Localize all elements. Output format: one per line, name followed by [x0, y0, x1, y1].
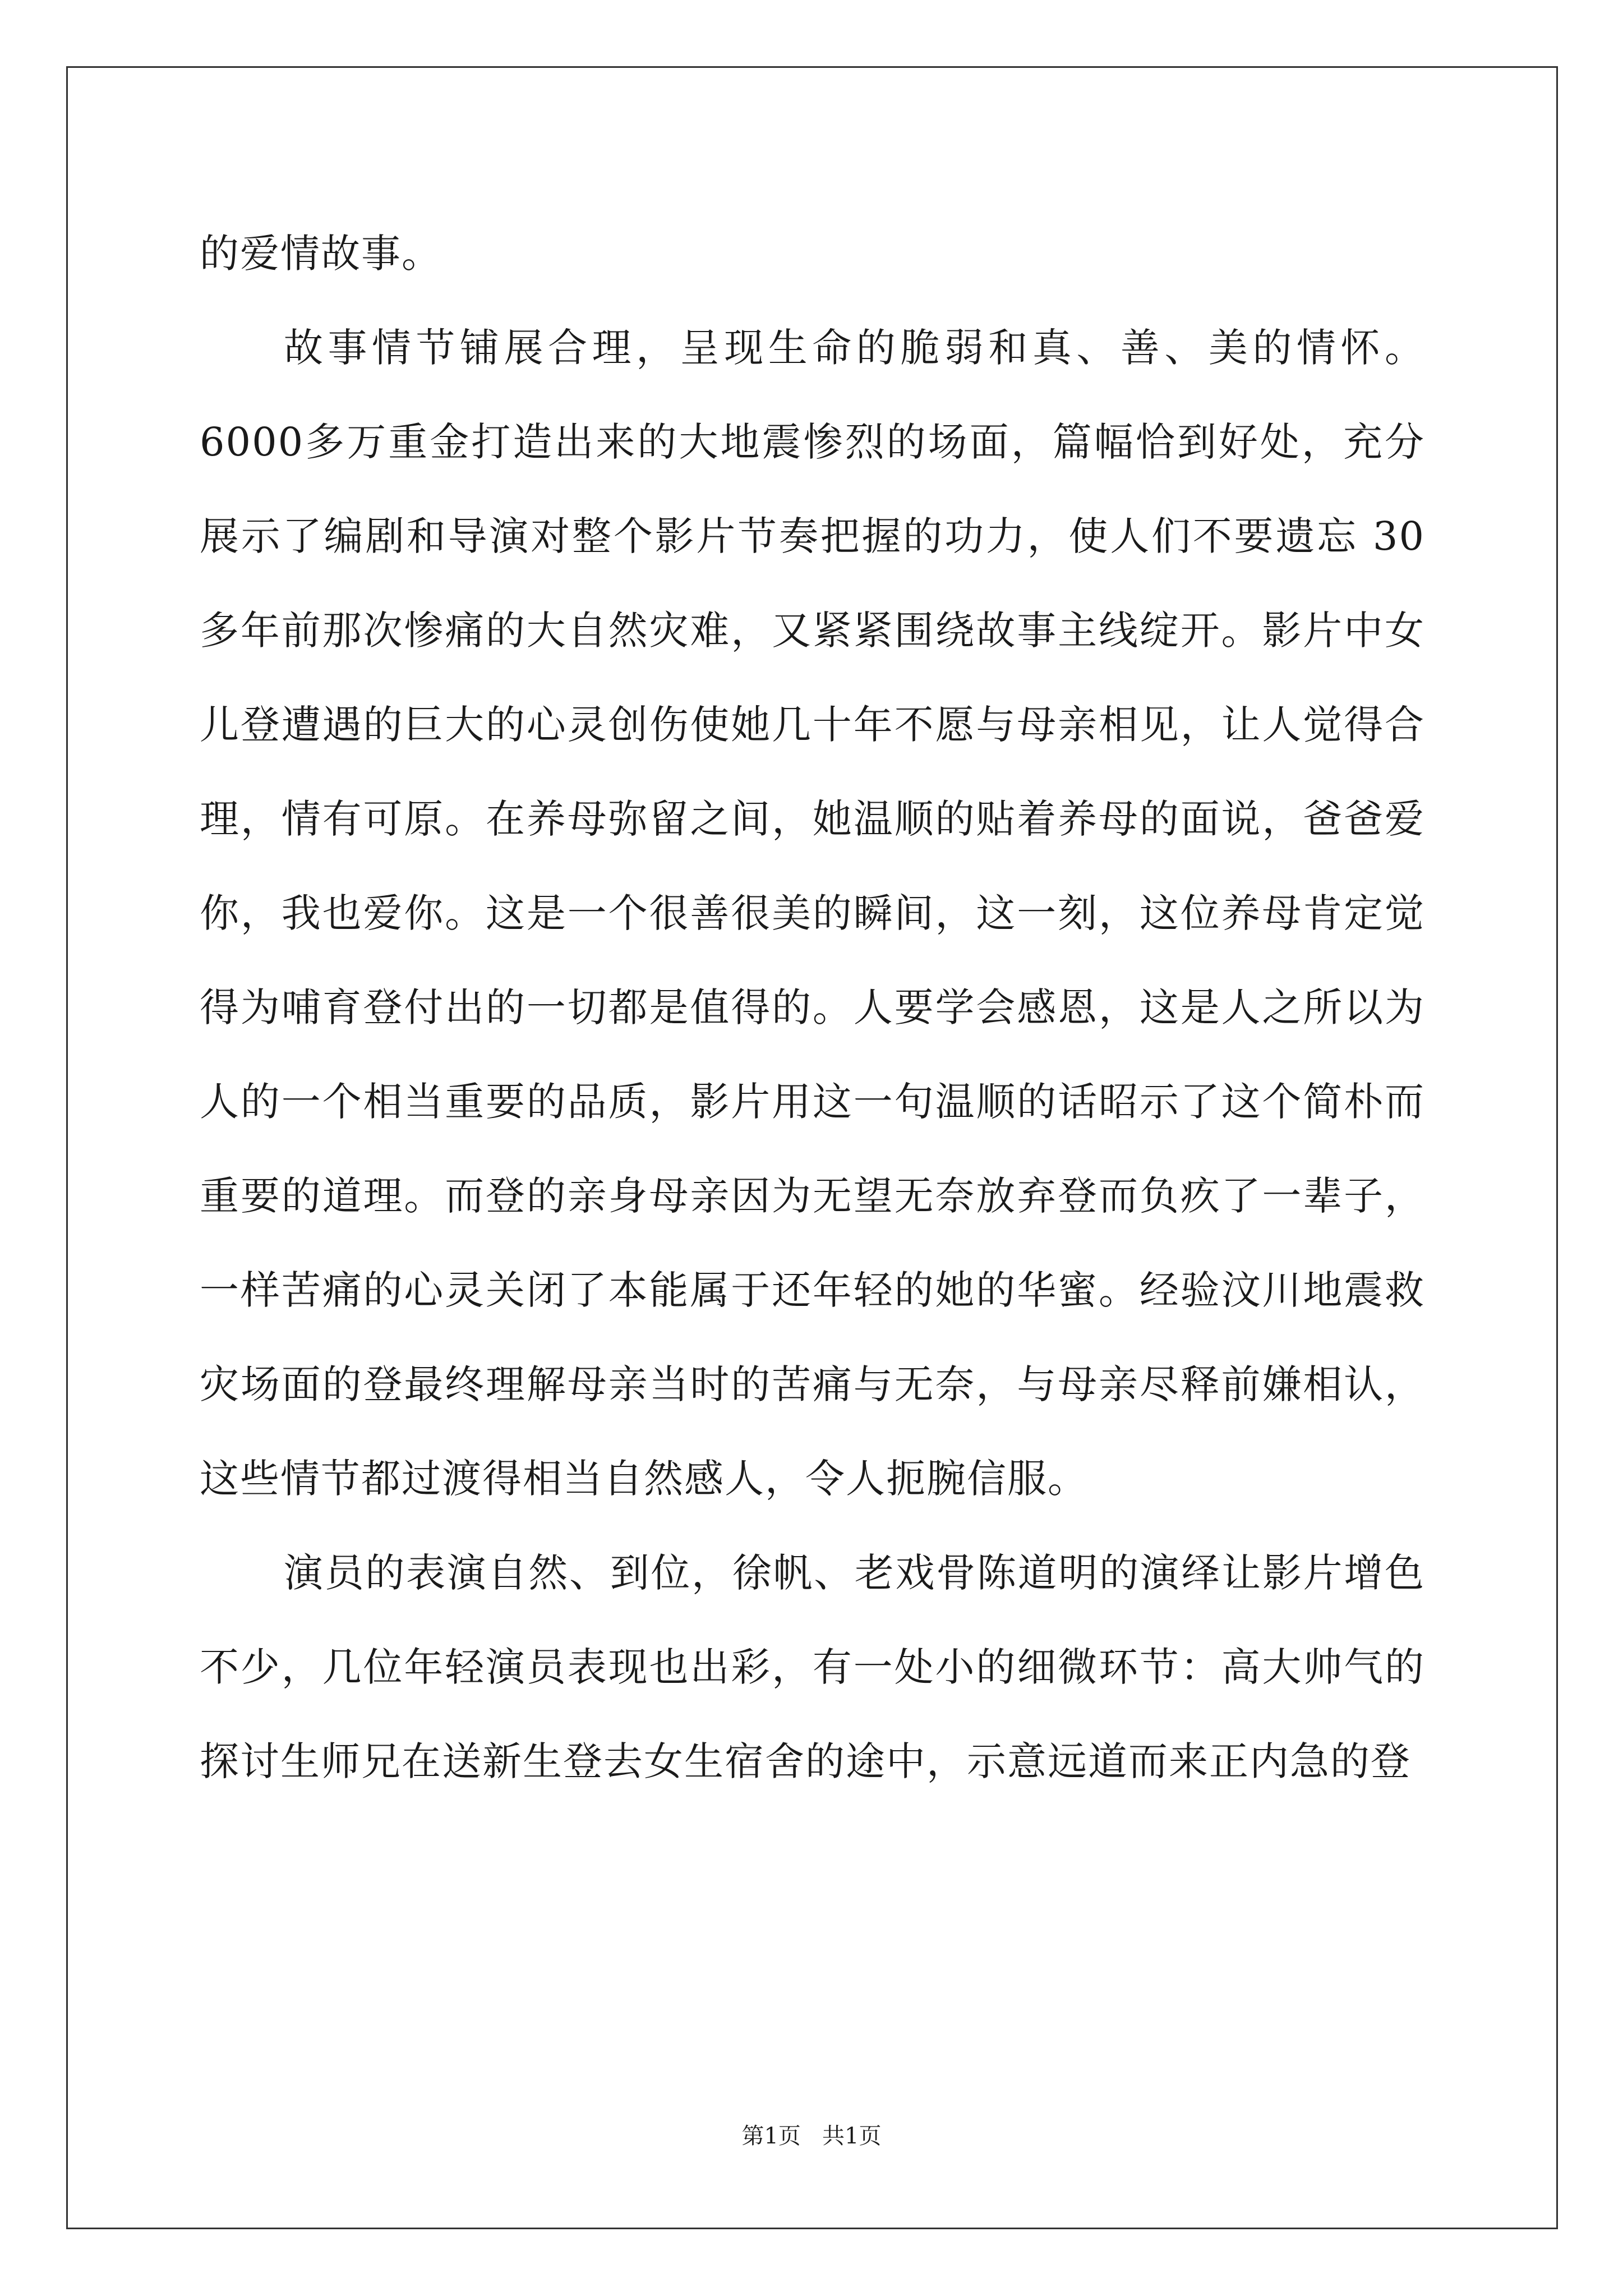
paragraph-3: 演员的表演自然、到位，徐帆、老戏骨陈道明的演绎让影片增色不少，几位年轻演员表现也出彩，有一处小的细微环节：高大帅气的探讨生师兄在送新生登去女生宿舍的途中，示意远道而来正内急的登: [200, 1550, 1425, 1784]
document-body: [200, 206, 1425, 1809]
paragraph-2: 故事情节铺展合理，呈现生命的脆弱和真、善、美的情怀。 6000多万重金打造出来的大地震惨烈的场面，篇幅恰到好处，充分展示了编剧和导演对整个影片节奏把握的功力，使人们不要遗忘 30 多年前那次惨痛的大自然灾难，又紧紧围绕故事主线绽开。影片中女儿登遭遇的巨大的心灵创伤使她几十年不愿与母亲相见，让人觉得合理，情有可原。在养母弥留之间，她温顺的贴着养母的面说，爸爸爱你，我也爱你。这是一个很善很美的瞬间，这一刻，这位养母肯定觉得为哺育登付出的一切都是值得的。人要学会感恩，这是人之所以为人的一个相当重要的品质，影片用这一句温顺的话昭示了这个简朴而重要的道理。而登的亲身母亲因为无望无奈放弃登而负疚了一辈子，一样苦痛的心灵关闭了本能属于还年轻的她的华蜜。经验汶川地震救灾场面的登最终理解母亲当时的苦痛与无奈，与母亲尽释前嫌相认，这些情节都过渡得相当自然感人，令人扼腕信服。: [200, 325, 1425, 1502]
page-footer: 第1页 共1页: [741, 2123, 882, 2149]
paragraph-1: 的爱情故事。: [200, 231, 442, 277]
